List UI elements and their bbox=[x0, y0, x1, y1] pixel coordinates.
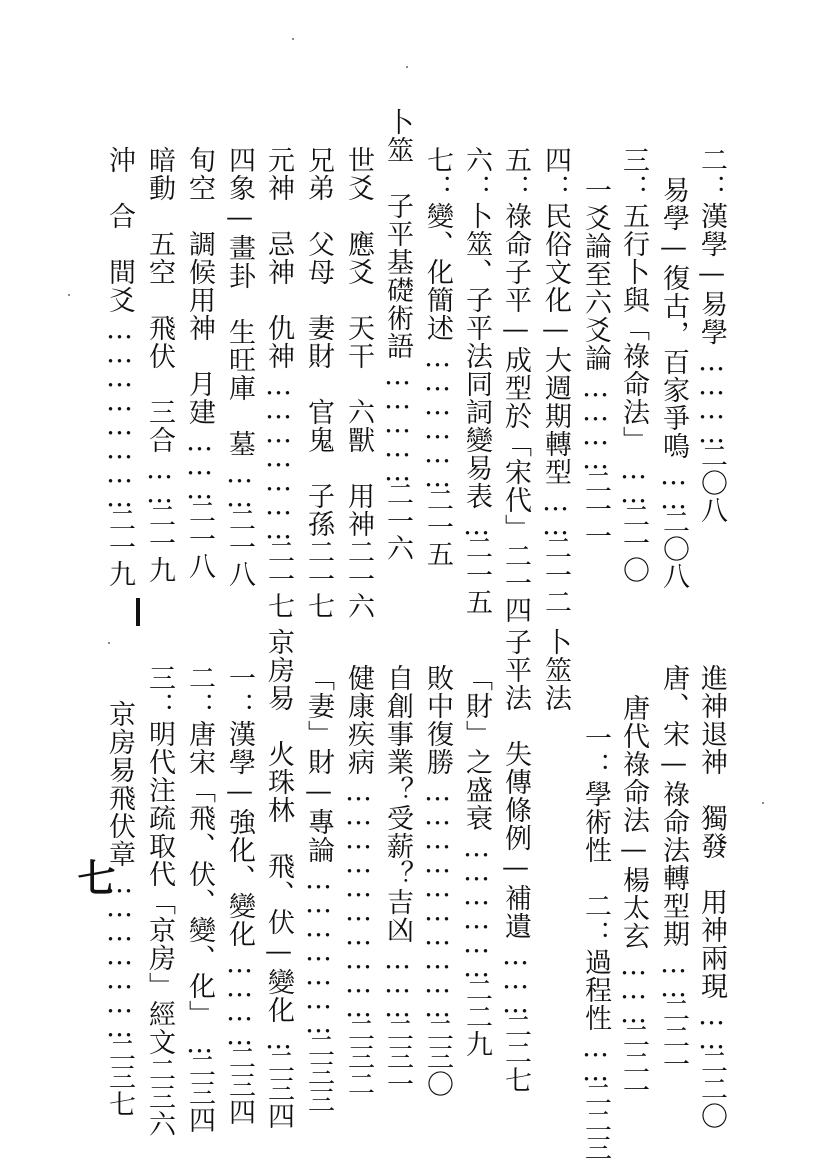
scan-speck bbox=[762, 802, 764, 804]
toc-entry: 卜筮 子平基礎術語……………二一六 bbox=[382, 108, 413, 561]
toc-entry: 唐代祿命法—楊太玄………二二一 bbox=[618, 694, 649, 1103]
toc-entry: 「財」之盛衰………………二二九 bbox=[461, 664, 492, 1057]
page-number: 七 bbox=[71, 858, 116, 896]
toc-entry: 子平法 失傳條例—補遺………二二七 bbox=[500, 628, 531, 1093]
toc-entry: 易學—復古，百家爭鳴……二〇八 bbox=[658, 176, 689, 589]
toc-entry: 四：民俗文化—大週期轉型……二一二 bbox=[540, 146, 571, 615]
toc-entry: 元神 忌神 仇神…………………二一七 bbox=[263, 146, 294, 619]
toc-heading: 卜筮法 bbox=[540, 628, 571, 712]
page-divider-mark bbox=[136, 598, 140, 626]
toc-entry: 京房易飛伏章…………………二三七 bbox=[104, 700, 135, 1117]
toc-entry: 二：漢學—易學…………二〇八 bbox=[696, 146, 727, 523]
toc-entry: 「妻」財—專論…………………二三三 bbox=[303, 664, 334, 1113]
toc-entry: 沖 合 間爻……………………二一九 bbox=[104, 146, 135, 587]
toc-entry: 一：學術性 二：過程性……二二三 bbox=[580, 724, 611, 1161]
toc-entry: 一：漢學—強化、變化…………二三四 bbox=[224, 664, 255, 1125]
toc-entry: 一爻論至六爻論…………二一一 bbox=[580, 176, 611, 549]
scan-speck bbox=[108, 642, 110, 644]
toc-entry: 京房易 火珠林 飛、伏—變化…二三四 bbox=[263, 628, 294, 1129]
toc-entry: 五：祿命子平—成型於「宋代」二一四 bbox=[500, 146, 531, 623]
toc-entry: 暗動 五空 飛伏 三合……二一九 bbox=[144, 146, 175, 583]
toc-entry: 兄弟 父母 妻財 官鬼 子孫二一七 bbox=[303, 146, 334, 619]
toc-entry: 唐、宋—祿命法轉型期……二二一 bbox=[658, 664, 689, 1077]
toc-entry: 三：明代注疏取代「京房」經文二三六 bbox=[144, 664, 175, 1137]
toc-entry: 二：唐宋「飛、伏、變、化」…二三四 bbox=[184, 664, 215, 1133]
toc-entry: 自創事業？受薪？吉凶………二三一 bbox=[382, 664, 413, 1097]
scan-speck bbox=[292, 38, 294, 40]
toc-entry: 三：五行卜與「祿命法」……二一〇 bbox=[618, 146, 649, 583]
toc-entry: 六：卜筮、子平法同詞變易表…二一五 bbox=[461, 146, 492, 615]
toc-entry: 進神退神 獨發 用神兩現……二二〇 bbox=[696, 664, 727, 1129]
scan-speck bbox=[406, 66, 408, 68]
toc-entry: 旬空 調候用神 月建………二一八 bbox=[184, 146, 215, 579]
toc-entry: 世爻 應爻 天干 六獸 用神二一六 bbox=[343, 146, 374, 619]
scan-speck bbox=[68, 294, 70, 296]
toc-entry: 健康疾病…………………………二三二 bbox=[343, 664, 374, 1097]
toc-entry: 四象—畫卦 生旺庫 墓……二一八 bbox=[224, 146, 255, 587]
toc-entry: 敗中復勝…………………………二三〇 bbox=[422, 664, 453, 1097]
toc-entry: 七：變、化簡述………………二一五 bbox=[422, 146, 453, 567]
